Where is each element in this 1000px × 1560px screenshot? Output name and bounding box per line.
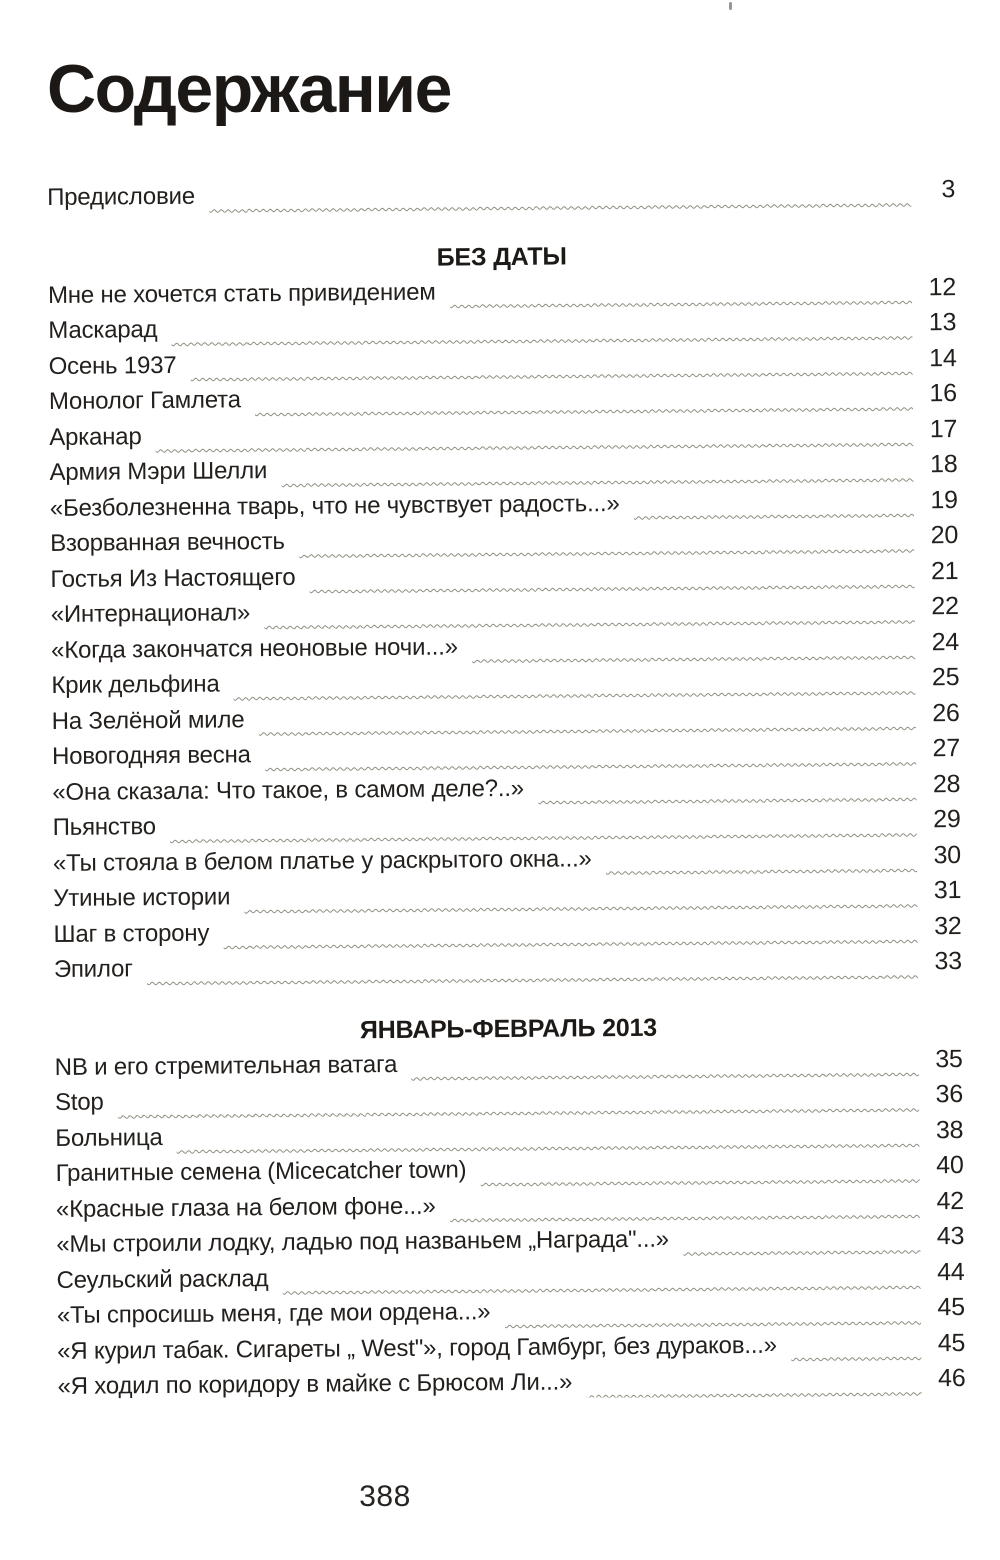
toc-content xyxy=(47,0,966,1405)
entry-title: Мне не хочется стать привидением xyxy=(47,278,436,309)
entry-title: Stop xyxy=(54,1088,104,1116)
leader-line xyxy=(309,554,914,595)
entry-title: Шаг в сторону xyxy=(53,919,210,948)
toc-entry xyxy=(47,172,955,215)
leader-line xyxy=(209,172,912,214)
entry-title: Новогодняя весна xyxy=(51,741,251,770)
entry-title: Монолог Гамлета xyxy=(48,386,241,415)
folio-page-number: 388 xyxy=(359,1480,411,1513)
leader-line xyxy=(223,909,918,951)
entry-title: «Безболезненна тварь, что не чувствует радость...» xyxy=(49,489,620,522)
entry-title: «Интернационал» xyxy=(50,599,251,628)
leader-line xyxy=(255,376,913,417)
entry-title: «Красные глаза на белом фоне...» xyxy=(55,1192,436,1223)
leader-line xyxy=(480,1148,920,1187)
entry-page-number: 31 xyxy=(933,876,962,905)
entry-page-number: 30 xyxy=(933,840,962,869)
leader-line xyxy=(282,1255,920,1296)
toc-list xyxy=(47,172,966,1404)
entry-page-number: 45 xyxy=(937,1293,965,1322)
entry-page-number: 35 xyxy=(935,1044,963,1073)
entry-title: «Я курил табак. Сигареты „ West"», город Гамбург, без дураков...» xyxy=(57,1331,777,1365)
entry-title: «Она сказала: Что такое, в самом деле?..» xyxy=(52,774,525,806)
entry-page-number: 21 xyxy=(930,556,959,585)
leader-line xyxy=(791,1326,922,1363)
leader-line xyxy=(244,873,917,914)
leader-line xyxy=(586,1361,922,1399)
leader-line xyxy=(683,1219,921,1257)
entry-title: Гостья Из Настоящего xyxy=(50,563,296,593)
leader-line xyxy=(299,518,915,559)
entry-page-number: 32 xyxy=(933,911,962,940)
toc-entry xyxy=(54,944,962,987)
entry-page-number: 16 xyxy=(929,379,958,408)
entry-page-number: 44 xyxy=(937,1257,965,1286)
leader-line xyxy=(265,731,917,772)
leader-line xyxy=(264,589,915,630)
entry-page-number: 18 xyxy=(929,450,958,479)
leader-line xyxy=(538,767,917,806)
leader-line xyxy=(258,696,916,737)
entry-page-number: 25 xyxy=(931,663,960,692)
entry-title: NB и его стремительная ватага xyxy=(54,1050,398,1081)
entry-page-number: 46 xyxy=(937,1364,966,1393)
entry-title: Предисловие xyxy=(47,182,196,211)
entry-page-number: 36 xyxy=(935,1080,964,1109)
leader-line xyxy=(633,483,914,521)
entry-title: Утиные истории xyxy=(53,883,231,912)
entry-page-number: 17 xyxy=(929,414,958,443)
leader-line xyxy=(449,1184,920,1224)
entry-page-number: 38 xyxy=(935,1115,964,1144)
section-heading: БЕЗ ДАТЫ xyxy=(436,241,567,272)
entry-page-number: 13 xyxy=(928,308,957,337)
leader-line xyxy=(233,660,915,701)
entry-title: Крик дельфина xyxy=(51,670,220,699)
entry-page-number: 33 xyxy=(934,947,962,976)
entry-page-number: 27 xyxy=(932,734,961,763)
leader-line xyxy=(281,447,914,488)
entry-title: Арканар xyxy=(49,422,142,451)
entry-title: «Мы строили лодку, ладью под названьем „Награда"...» xyxy=(56,1225,670,1258)
entry-title: «Ты спросишь меня, где мои ордена...» xyxy=(56,1298,491,1329)
leader-line xyxy=(472,625,916,664)
entry-title: На Зелёной миле xyxy=(51,705,245,735)
entry-page-number: 14 xyxy=(929,343,957,372)
entry-page-number: 20 xyxy=(930,521,959,550)
entry-title: «Ты стояла в белом платье у раскрытого окна...» xyxy=(52,844,592,877)
entry-page-number: 43 xyxy=(936,1222,965,1251)
entry-page-number: 40 xyxy=(936,1151,964,1180)
leader-line xyxy=(605,838,917,876)
entry-title: Гранитные семена (Micecatcher town) xyxy=(55,1156,467,1187)
entry-page-number: 19 xyxy=(930,485,958,514)
entry-title: Взорванная вечность xyxy=(50,527,285,557)
entry-page-number: 3 xyxy=(941,175,956,204)
entry-title: Пьянство xyxy=(52,813,156,841)
entry-title: Маскарад xyxy=(48,316,158,344)
entry-page-number: 26 xyxy=(932,698,960,727)
entry-page-number: 28 xyxy=(932,769,961,798)
entry-title: «Когда закончатся неоновые ночи...» xyxy=(50,632,458,664)
entry-title: Эпилог xyxy=(53,955,133,983)
leader-line xyxy=(504,1290,921,1329)
page-title: Содержание xyxy=(47,51,451,127)
entry-page-number: 12 xyxy=(928,272,957,301)
leader-line xyxy=(147,944,918,986)
section-heading: ЯНВАРЬ-ФЕВРАЛЬ 2013 xyxy=(359,1013,658,1044)
leader-line xyxy=(411,1042,919,1082)
leader-line xyxy=(449,270,912,310)
entry-page-number: 29 xyxy=(933,805,961,834)
entry-title: Осень 1937 xyxy=(48,351,177,380)
entry-title: Сеульский расклад xyxy=(56,1264,269,1294)
entry-title: Армия Мэри Шелли xyxy=(49,457,268,486)
entry-title: «Я ходил по коридору в майке с Брюсом Ли...» xyxy=(57,1368,573,1400)
entry-title: Больница xyxy=(55,1123,163,1152)
entry-page-number: 42 xyxy=(936,1186,965,1215)
entry-page-number: 24 xyxy=(931,627,960,656)
entry-page-number: 45 xyxy=(937,1328,966,1357)
toc-entry xyxy=(57,1361,965,1404)
entry-page-number: 22 xyxy=(931,592,959,621)
